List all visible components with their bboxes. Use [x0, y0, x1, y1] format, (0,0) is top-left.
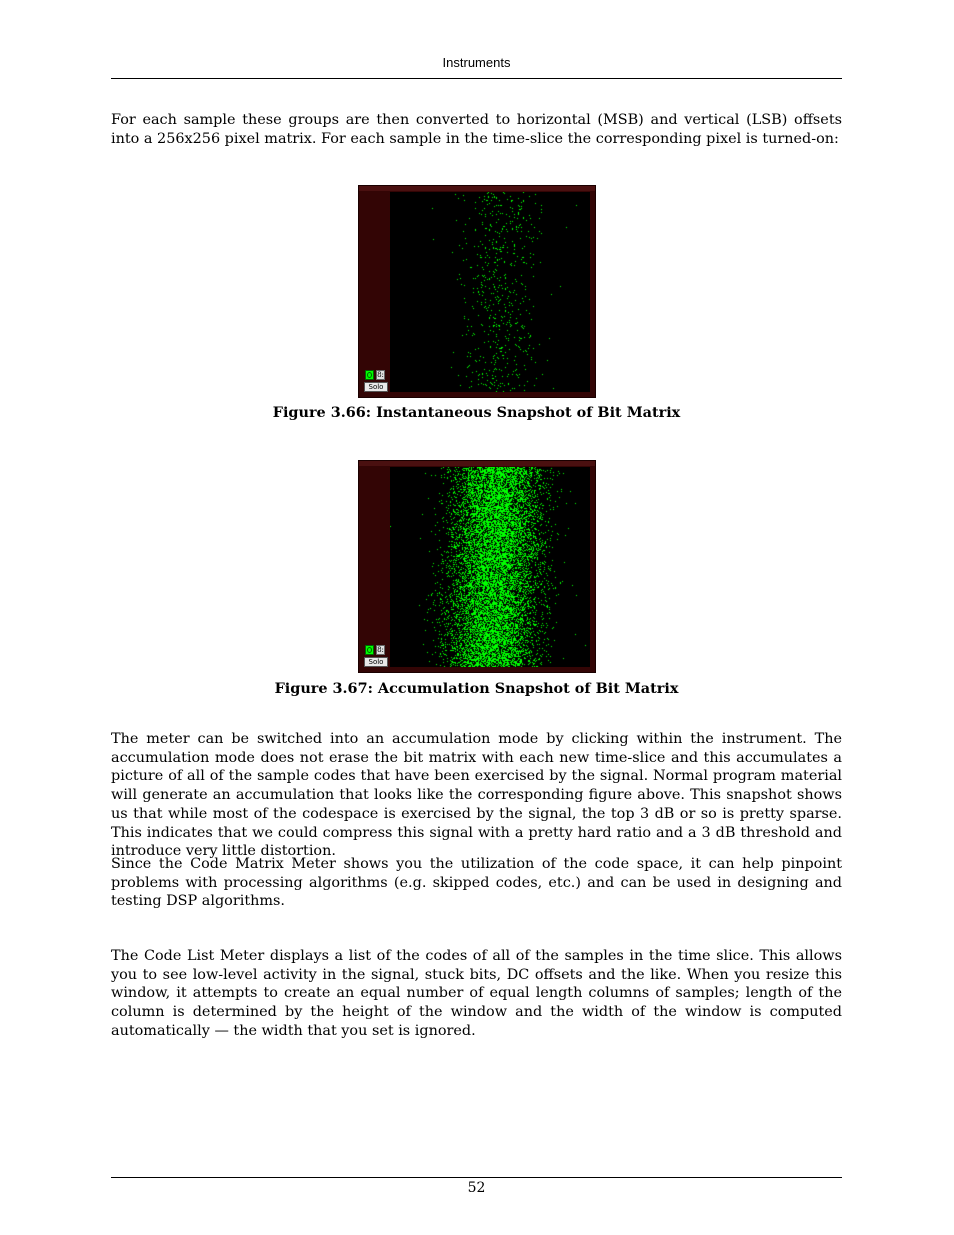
- bit-matrix-plot[interactable]: [390, 467, 590, 667]
- bit-matrix-canvas[interactable]: [390, 467, 590, 667]
- options-icon[interactable]: 8:: [377, 371, 384, 379]
- options-icon[interactable]: 8:: [377, 646, 384, 654]
- power-led-icon[interactable]: [365, 370, 374, 380]
- page-number: 52: [467, 1180, 486, 1196]
- body-paragraph: The Code List Meter displays a list of the codes of all of the samples in the time slice. This allows you to see low-level activity in the signal, stuck bits, DC offsets and the like. When you resize this window, it attempts to create an equal number of equal length columns of samples; length of the column is determined by the height of the window and the width of the window is computed automatically — the width that you set is ignored.: [111, 948, 842, 1039]
- body-paragraph: Since the Code Matrix Meter shows you the utilization of the code space, it can help pinpoint problems with processing algorithms (e.g. skipped codes, etc.) and can be used in designing and testing DSP algorithms.: [111, 856, 842, 910]
- figure-caption: Figure 3.66: Instantaneous Snapshot of Bit Matrix: [272, 404, 681, 421]
- bit-matrix-figure-instantaneous[interactable]: [358, 185, 596, 398]
- bit-matrix-canvas[interactable]: [390, 192, 590, 392]
- solo-button[interactable]: Solo: [364, 382, 388, 392]
- body-paragraph: The meter can be switched into an accumulation mode by clicking within the instrument. The accumulation mode does not erase the bit matrix with each new time-slice and this accumulates a picture of all of the sample codes that have been exercised by the signal. Normal program material will generate an accumulation that looks like the corresponding figure above. This snapshot shows us that while most of the codespace is exercised by the signal, the top 3 dB or so is pretty sparse. This indicates that we could compress this signal with a pretty hard ratio and a 3 dB threshold and introduce very little distortion.: [111, 731, 842, 860]
- bit-matrix-plot[interactable]: [390, 192, 590, 392]
- window-title-bar: [359, 186, 595, 191]
- footer-rule: [111, 1177, 842, 1178]
- bit-matrix-figure-accumulation[interactable]: [358, 460, 596, 673]
- window-title-bar: [359, 461, 595, 466]
- intro-paragraph: For each sample these groups are then converted to horizontal (MSB) and vertical (LSB) offsets into a 256x256 pixel matrix. For each sample in the time-slice the corresponding pixel is turned-on:: [111, 112, 842, 147]
- solo-button[interactable]: Solo: [364, 657, 388, 667]
- figure-caption: Figure 3.67: Accumulation Snapshot of Bit Matrix: [274, 680, 679, 697]
- header-rule: [111, 78, 842, 79]
- running-header: Instruments: [442, 55, 511, 70]
- power-led-icon[interactable]: [365, 645, 374, 655]
